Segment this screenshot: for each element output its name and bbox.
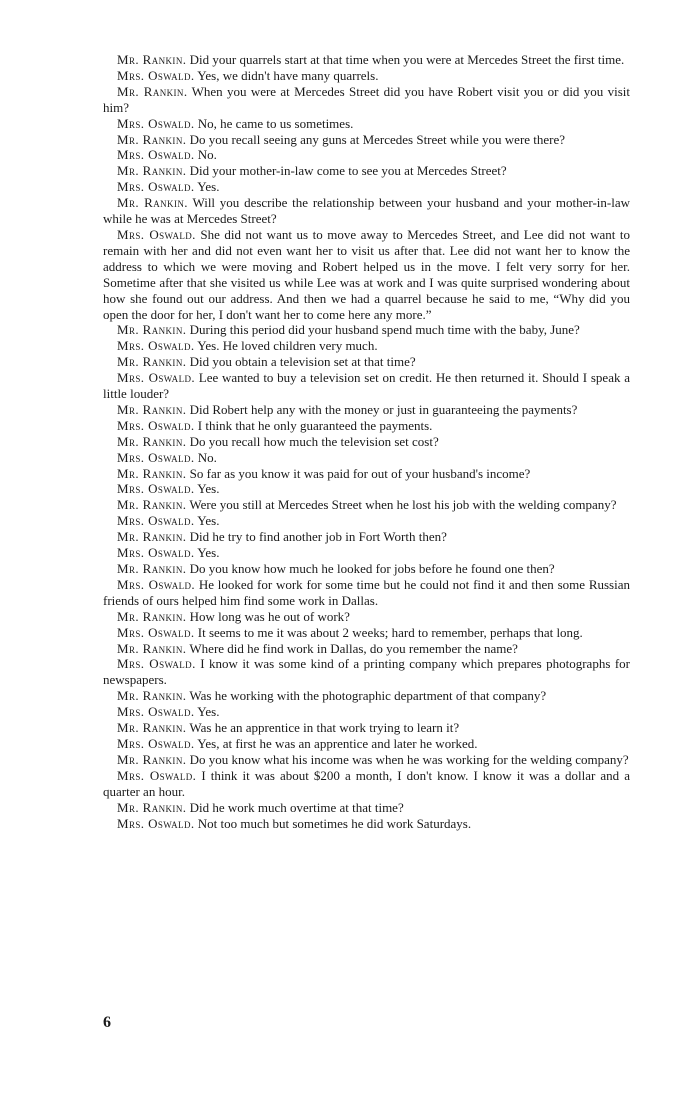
testimony-paragraph (103, 466, 630, 482)
testimony-paragraph (103, 322, 630, 338)
testimony-text (103, 52, 630, 831)
statement-text: When you were at Mercedes Street did you have Robert visit you or did you visit him? (103, 83, 631, 115)
testimony-paragraph (103, 641, 630, 657)
testimony-paragraph (103, 545, 630, 561)
testimony-paragraph (103, 561, 630, 577)
testimony-paragraph (103, 227, 630, 322)
testimony-paragraph (103, 338, 630, 354)
testimony-paragraph (103, 577, 630, 609)
testimony-paragraph (103, 132, 630, 148)
testimony-paragraph (103, 52, 630, 68)
statement-text: He looked for work for some time but he could not find it and then some Russian friends of ours helped him find some work in Dallas. (103, 576, 630, 608)
statement-text: Do you know how much he looked for jobs before he found one then? (189, 561, 555, 576)
statement-text: I think that he only guaranteed the payments. (197, 417, 433, 433)
testimony-paragraph (103, 179, 630, 195)
testimony-paragraph (103, 704, 630, 720)
statement-text: So far as you know it was paid for out of your husband's income? (189, 465, 531, 481)
statement-text: I know it was some kind of a printing company which prepares photographs for newspapers. (103, 656, 630, 688)
testimony-paragraph (103, 625, 630, 641)
testimony-paragraph (103, 529, 630, 545)
testimony-paragraph (103, 354, 630, 370)
testimony-paragraph (103, 434, 630, 450)
statement-text: No. (197, 147, 217, 163)
speaker-name: Mr. Rankin. (117, 163, 187, 179)
speaker-name: Mrs. Oswald. (117, 147, 195, 163)
statement-text: It seems to me it was about 2 weeks; hard to remember, perhaps that long. (197, 624, 583, 640)
speaker-name: Mr. Rankin. (117, 529, 187, 545)
speaker-name: Mrs. Oswald. (117, 815, 195, 831)
speaker-name: Mr. Rankin. (117, 688, 187, 704)
statement-text: Were you still at Mercedes Street when he lost his job with the welding company? (189, 497, 617, 513)
speaker-name: Mr. Rankin. (117, 322, 187, 338)
statement-text: I think it was about $200 a month, I don't know. I know it was a dollar and a quarter an hour. (103, 767, 630, 799)
statement-text: Do you recall how much the television set cost? (189, 433, 439, 449)
testimony-paragraph (103, 720, 630, 736)
statement-text: Do you recall seeing any guns at Mercedes Street while you were there? (189, 131, 566, 147)
speaker-name: Mr. Rankin. (117, 799, 187, 815)
testimony-paragraph (103, 497, 630, 513)
statement-text: Yes. (197, 179, 220, 195)
statement-text: How long was he out of work? (189, 608, 350, 624)
speaker-name: Mr. Rankin. (117, 195, 188, 211)
testimony-paragraph (103, 370, 630, 402)
speaker-name: Mr. Rankin. (117, 401, 187, 417)
statement-text: Did Robert help any with the money or just in guaranteeing the payments? (189, 401, 578, 417)
statement-text: Yes. (197, 704, 220, 720)
testimony-paragraph (103, 481, 630, 497)
speaker-name: Mrs. Oswald. (117, 513, 195, 529)
speaker-name: Mrs. Oswald. (117, 370, 196, 386)
speaker-name: Mr. Rankin. (117, 354, 187, 370)
speaker-name: Mr. Rankin. (117, 433, 187, 449)
speaker-name: Mr. Rankin. (117, 720, 187, 736)
testimony-paragraph (103, 195, 630, 227)
statement-text: Did you obtain a television set at that time? (189, 354, 416, 370)
testimony-paragraph (103, 609, 630, 625)
testimony-paragraph (103, 402, 630, 418)
testimony-paragraph (103, 116, 630, 132)
statement-text: Yes, at first he was an apprentice and later he worked. (197, 735, 478, 751)
speaker-name: Mrs. Oswald. (117, 67, 195, 83)
statement-text: Did he work much overtime at that time? (189, 799, 404, 815)
speaker-name: Mr. Rankin. (117, 497, 187, 513)
speaker-name: Mr. Rankin. (117, 131, 187, 147)
statement-text: She did not want us to move away to Mercedes Street, and Lee did not want to remain with her and did not even want her to visit us after that. Lee did not want her to know the address to which we were moving and Robert helped us in the move. I felt very sorry for her. Sometime after that she visited us while Lee was at work and I was quite surprised wondering about how she found out our address. And then we had a quarrel because he said to me, “Why did you open the door for her, I don't want her to come here any more.” (103, 226, 630, 322)
statement-text: Yes. He loved children very much. (197, 338, 378, 354)
testimony-paragraph (103, 513, 630, 529)
speaker-name: Mrs. Oswald. (117, 338, 195, 354)
speaker-name: Mr. Rankin. (117, 751, 187, 767)
speaker-name: Mr. Rankin. (117, 640, 187, 656)
statement-text: During this period did your husband spend much time with the baby, June? (189, 322, 580, 338)
statement-text: Not too much but sometimes he did work Saturdays. (197, 815, 472, 831)
testimony-paragraph (103, 816, 630, 832)
speaker-name: Mr. Rankin. (117, 561, 187, 576)
speaker-name: Mrs. Oswald. (117, 417, 195, 433)
speaker-name: Mrs. Oswald. (117, 545, 195, 561)
speaker-name: Mr. Rankin. (117, 465, 187, 481)
speaker-name: Mrs. Oswald. (117, 115, 195, 131)
statement-text: Where did he find work in Dallas, do you remember the name? (189, 640, 518, 656)
statement-text: Did your mother-in-law come to see you at Mercedes Street? (189, 163, 507, 179)
testimony-paragraph (103, 752, 630, 768)
statement-text: Yes. (197, 481, 220, 497)
statement-text: Lee wanted to buy a television set on credit. He then returned it. Should I speak a little louder? (103, 370, 630, 402)
speaker-name: Mr. Rankin. (117, 52, 187, 67)
statement-text: Was he an apprentice in that work trying to learn it? (189, 720, 460, 736)
statement-text: Do you know what his income was when he was working for the welding company? (189, 751, 629, 767)
testimony-paragraph (103, 736, 630, 752)
statement-text: No. (197, 449, 217, 465)
statement-text: Yes, we didn't have many quarrels. (197, 67, 379, 83)
speaker-name: Mr. Rankin. (117, 83, 188, 99)
speaker-name: Mrs. Oswald. (117, 735, 195, 751)
testimony-paragraph (103, 84, 630, 116)
speaker-name: Mrs. Oswald. (117, 704, 195, 720)
testimony-paragraph (103, 418, 630, 434)
testimony-paragraph (103, 68, 630, 84)
speaker-name: Mrs. Oswald. (117, 656, 196, 672)
speaker-name: Mrs. Oswald. (117, 624, 195, 640)
testimony-paragraph (103, 147, 630, 163)
statement-text: Did he try to find another job in Fort Worth then? (189, 529, 447, 545)
testimony-paragraph (103, 450, 630, 466)
speaker-name: Mrs. Oswald. (117, 481, 195, 497)
statement-text: Yes. (197, 513, 220, 529)
statement-text: Did your quarrels start at that time when you were at Mercedes Street the first time. (189, 52, 625, 67)
testimony-paragraph (103, 656, 630, 688)
speaker-name: Mrs. Oswald. (117, 576, 196, 592)
page-number: 6 (103, 1014, 111, 1031)
speaker-name: Mrs. Oswald. (117, 449, 195, 465)
speaker-name: Mrs. Oswald. (117, 226, 196, 242)
speaker-name: Mr. Rankin. (117, 608, 187, 624)
statement-text: No, he came to us sometimes. (197, 115, 354, 131)
testimony-paragraph (103, 768, 630, 800)
statement-text: Will you describe the relationship between your husband and your mother-in-law while he was at Mercedes Street? (103, 195, 630, 227)
testimony-paragraph (103, 688, 630, 704)
testimony-paragraph (103, 800, 630, 816)
statement-text: Was he working with the photographic department of that company? (189, 688, 547, 704)
speaker-name: Mrs. Oswald. (117, 179, 195, 195)
testimony-paragraph (103, 163, 630, 179)
statement-text: Yes. (197, 545, 220, 561)
speaker-name: Mrs. Oswald. (117, 767, 197, 783)
